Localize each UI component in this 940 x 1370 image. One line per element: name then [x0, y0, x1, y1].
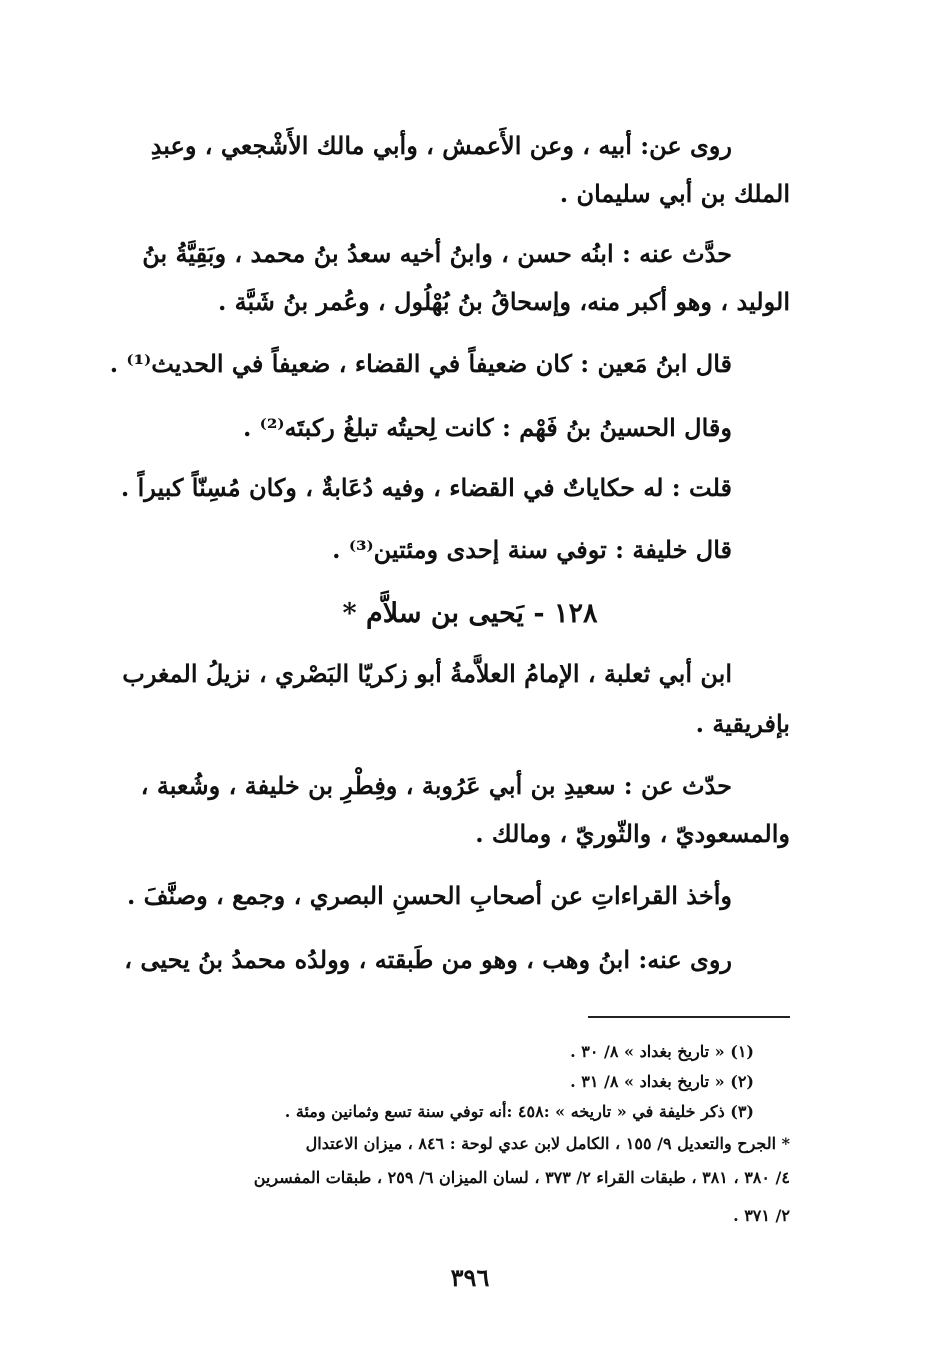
page-number: ٣٩٦: [450, 1263, 490, 1292]
text-line: وقال الحسينُ بنُ فَهْم : كانت لِحيتُه تبلغُ ركبتَه⁽²⁾ .: [242, 413, 732, 442]
text-line: قال خليفة : توفي سنة إحدى ومئتين⁽³⁾ .: [332, 535, 732, 564]
text-line: الوليد ، وهو أكبر منه، وإسحاقُ بنُ بُهْلُول ، وعُمر بنُ شَبَّة .: [217, 287, 790, 316]
text-line: قال ابنُ مَعين : كان ضعيفاً في القضاء ، ضعيفاً في الحديث⁽¹⁾ .: [109, 349, 732, 378]
footnote: ٢/ ٣٧١ .: [733, 1206, 790, 1225]
entry-heading: ١٢٨ - يَحيى بن سلاَّم *: [342, 598, 598, 629]
footnote: (٣) ذكر خليفة في « تاريخه » :٤٥٨ :أنه توفي سنة تسع وثمانين ومئة .: [284, 1102, 754, 1121]
footnote: ٤/ ٣٨٠ ، ٣٨١ ، طبقات القراء ٢/ ٣٧٣ ، لسان الميزان ٦/ ٢٥٩ ، طبقات المفسرين: [253, 1168, 790, 1187]
footnote: (٢) « تاريخ بغداد » ٨/ ٣١ .: [570, 1072, 754, 1091]
text-line: روى عن: أبيه ، وعن الأَعمش ، وأبي مالك الأَشْجعي ، وعبدِ: [150, 131, 732, 160]
footnote-separator: [588, 1016, 790, 1018]
text-line: بإفريقية .: [695, 709, 790, 738]
text-line: روى عنه: ابنُ وهب ، وهو من طَبقته ، وولدُه محمدُ بنُ يحيى ،: [124, 945, 732, 974]
footnote: (١) « تاريخ بغداد » ٨/ ٣٠ .: [570, 1042, 754, 1061]
text-line: والمسعوديّ ، والثّوريّ ، ومالك .: [475, 819, 790, 848]
text-line: حدّث عن : سعيدِ بن أبي عَرُوبة ، وفِطْرِ بن خليفة ، وشُعبة ،: [140, 771, 732, 800]
text-line: ابن أبي ثعلبة ، الإمامُ العلاَّمةُ أبو زكريّا البَصْري ، نزيلُ المغرب: [122, 659, 732, 688]
text-line: حدَّث عنه : ابنُه حسن ، وابنُ أخيه سعدُ بنُ محمد ، وبَقِيَّةُ بنُ: [142, 239, 732, 268]
text-line: الملك بن أبي سليمان .: [559, 179, 790, 208]
text-line: قلت : له حكاياتٌ في القضاء ، وفيه دُعَابةٌ ، وكان مُسِنّاً كبيراً .: [120, 473, 732, 502]
footnote: * الجرح والتعديل ٩/ ١٥٥ ، الكامل لابن عدي لوحة : ٨٤٦ ، ميزان الاعتدال: [305, 1134, 790, 1153]
text-line: وأخذ القراءاتِ عن أصحابِ الحسنِ البصري ، وجمع ، وصنَّفَ .: [126, 881, 732, 910]
